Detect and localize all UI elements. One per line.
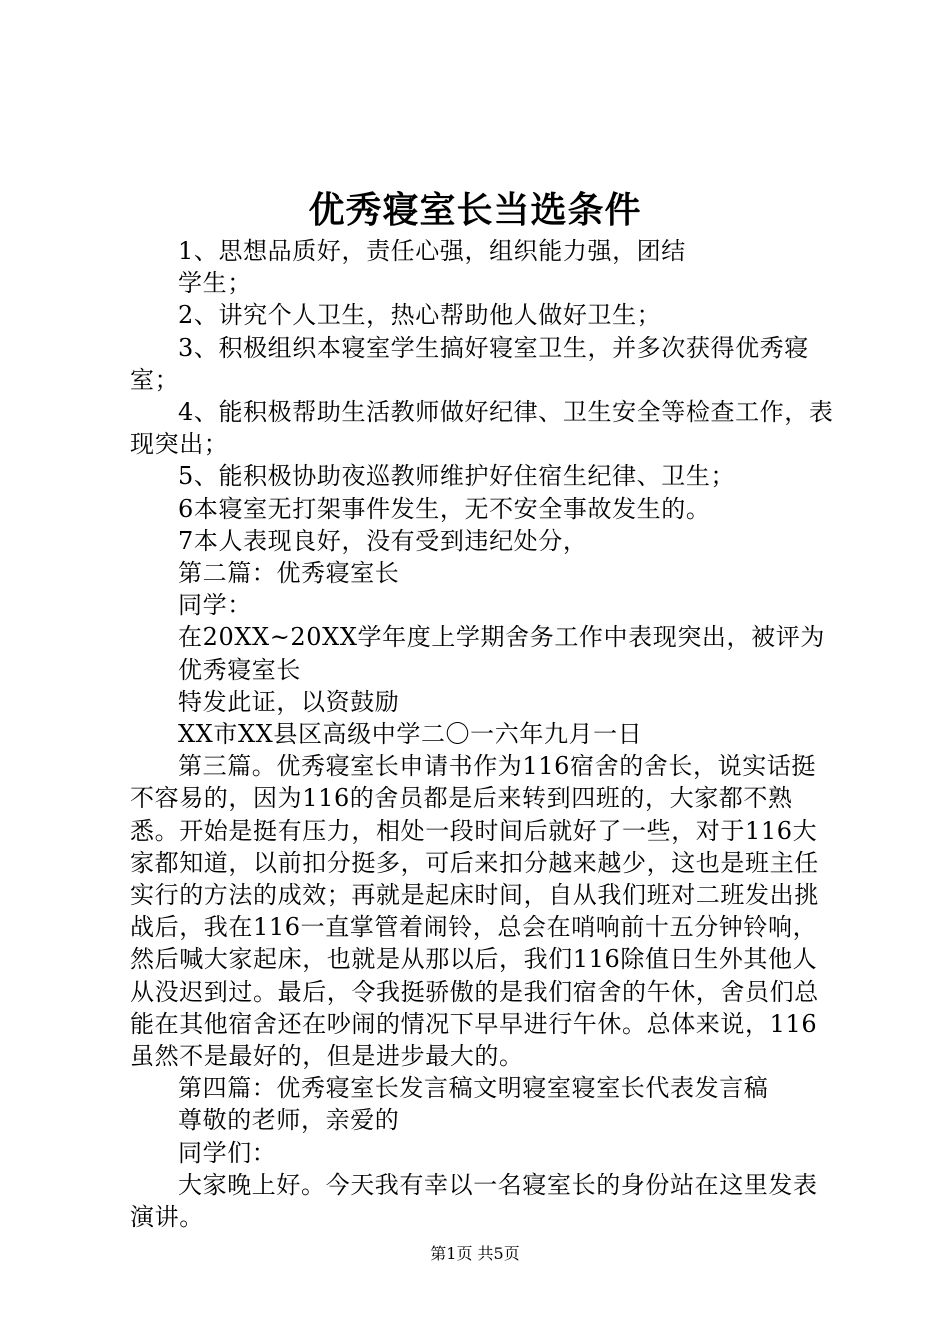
certificate-award: 优秀寝室长 bbox=[178, 655, 301, 684]
section-heading-2: 第二篇：优秀寝室长 bbox=[178, 559, 400, 588]
section-heading-4: 第四篇：优秀寝室长发言稿文明寝室寝室长代表发言稿 bbox=[178, 1074, 769, 1103]
document-title: 优秀寝室长当选条件 bbox=[308, 189, 642, 231]
certificate-text: 在20XX~20XX学年度上学期舍务工作中表现突出，被评为 bbox=[178, 623, 825, 652]
certificate-salutation: 同学： bbox=[178, 591, 252, 620]
criteria-item-6: 6本寝室无打架事件发生，无不安全事故发生的。 bbox=[178, 494, 711, 523]
criteria-item-1: 1、思想品质好，责任心强，组织能力强，团结 bbox=[178, 237, 686, 265]
criteria-item-1-continued: 学生； bbox=[178, 269, 252, 298]
page-number: 第1页 共5页 bbox=[430, 1244, 520, 1263]
speech-salutation: 尊敬的老师，亲爱的 bbox=[178, 1106, 400, 1135]
criteria-item-3: 3、积极组织本寝室学生搞好寝室卫生，并多次获得优秀寝室； bbox=[130, 333, 809, 394]
criteria-item-5: 5、能积极协助夜巡教师维护好住宿生纪律、卫生； bbox=[178, 462, 736, 491]
criteria-item-4: 4、能积极帮助生活教师做好纪律、卫生安全等检查工作，表现突出； bbox=[130, 398, 834, 459]
document-body bbox=[130, 235, 840, 1233]
section-3-paragraph: 第三篇。优秀寝室长申请书作为116宿舍的舍长，说实话挺不容易的，因为116的舍员都是后来转到四班的，大家都不熟悉。开始是挺有压力，相处一段时间后就好了一些，对于116大家都知道，以前扣分挺多，可后来扣分越来越少，这也是班主任实行的方法的成效；再就是起床时间，自从我们班对二班发出挑战后，我在116一直掌管着闹铃，总会在哨响前十五分钟铃响，然后喊大家起床，也就是从那以后，我们116除值日生外其他人从没迟到过。最后，令我挺骄傲的是我们宿舍的午休，舍员们总能在其他宿舍还在吵闹的情况下早早进行午休。总体来说，116虽然不是最好的，但是进步最大的。 bbox=[130, 752, 819, 1071]
certificate-issuer-date: XX市XX县区高级中学二〇一六年九月一日 bbox=[178, 720, 643, 749]
certificate-closing: 特发此证，以资鼓励 bbox=[178, 687, 400, 716]
criteria-item-2: 2、讲究个人卫生，热心帮助他人做好卫生； bbox=[178, 301, 662, 330]
speech-opening: 大家晚上好。今天我有幸以一名寝室长的身份站在这里发表演讲。 bbox=[130, 1170, 818, 1232]
criteria-item-7: 7本人表现良好，没有受到违纪处分， bbox=[178, 526, 588, 555]
speech-salutation-continued: 同学们： bbox=[178, 1138, 277, 1167]
